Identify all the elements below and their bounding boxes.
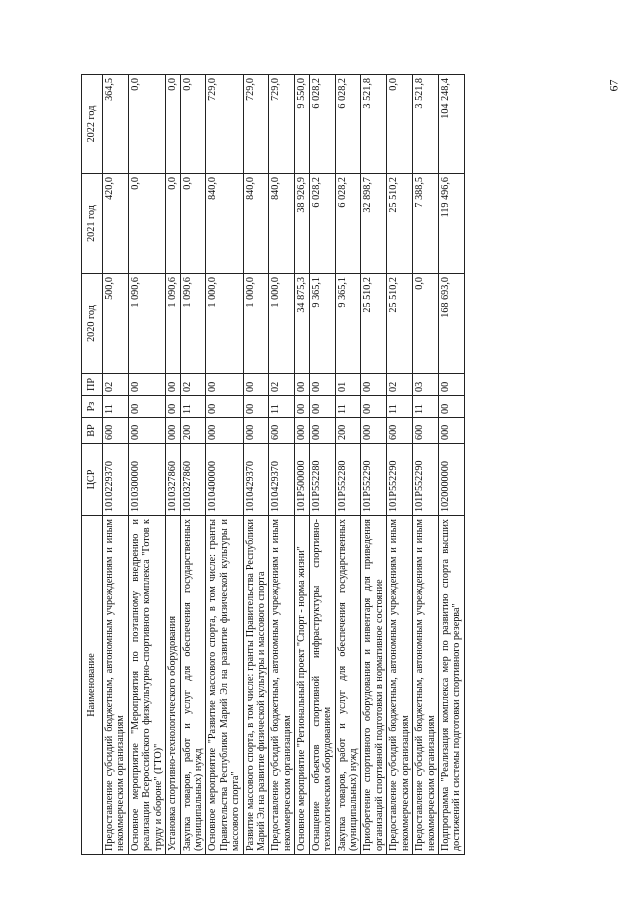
cell-csr: 101P500000 [295,444,309,516]
cell-y2022: 0,0 [166,75,180,174]
cell-rz: 00 [361,396,387,418]
cell-y2021: 7 388,5 [413,174,439,274]
cell-csr: 101P552280 [309,444,335,516]
cell-pr: 02 [180,374,206,396]
cell-y2020: 9 365,1 [335,274,361,374]
cell-y2020: 168 693,0 [438,274,464,374]
cell-name: Основное мероприятие "Развитие массового спорта, в том числе: гранты Правительства Республики Марий Эл на развитие физической культуры и массового спорта" [206,516,243,855]
cell-y2022: 729,0 [243,75,269,174]
cell-y2022: 0,0 [180,75,206,174]
cell-pr: 00 [243,374,269,396]
header-2022: 2022 год [82,75,103,174]
cell-vr: 000 [243,418,269,444]
cell-name: Основное мероприятие "Региональный проект "Спорт - норма жизни" [295,516,309,855]
table-row [438,75,464,855]
cell-csr: 101P552280 [335,444,361,516]
cell-y2022: 364,5 [103,75,129,174]
cell-y2021: 32 898,7 [361,174,387,274]
table-row [295,75,309,855]
page-number: 67 [606,79,621,92]
cell-y2022: 0,0 [128,75,165,174]
cell-vr: 000 [438,418,464,444]
cell-y2021: 6 028,2 [309,174,335,274]
table-row [103,75,129,855]
cell-name: Предоставление субсидий бюджетным, автономным учреждениям и иным некоммерческим организациям [103,516,129,855]
cell-rz: 11 [335,396,361,418]
table-row [180,75,206,855]
cell-vr: 000 [128,418,165,444]
cell-csr: 1010400000 [206,444,243,516]
cell-pr: 00 [361,374,387,396]
cell-rz: 00 [206,396,243,418]
cell-y2020: 0,0 [413,274,439,374]
cell-name: Предоставление субсидий бюджетным, автономным учреждениям и иным некоммерческим организациям [413,516,439,855]
cell-csr: 101P552290 [413,444,439,516]
cell-pr: 00 [309,374,335,396]
table-row [206,75,243,855]
header-name: Наименование [82,516,103,855]
cell-csr: 1010429370 [269,444,295,516]
cell-csr: 1010327860 [166,444,180,516]
cell-y2022: 729,0 [206,75,243,174]
cell-vr: 000 [361,418,387,444]
cell-y2020: 500,0 [103,274,129,374]
cell-y2021: 0,0 [166,174,180,274]
cell-y2021: 840,0 [206,174,243,274]
cell-y2022: 0,0 [387,75,413,174]
cell-y2021: 25 510,2 [387,174,413,274]
table-body [103,75,465,855]
cell-y2020: 1 090,6 [166,274,180,374]
budget-table-rotated [81,75,621,855]
cell-rz: 00 [243,396,269,418]
cell-csr: 1010327860 [180,444,206,516]
table-row [335,75,361,855]
cell-y2020: 1 090,6 [180,274,206,374]
cell-y2022: 9 550,0 [295,75,309,174]
cell-y2021: 420,0 [103,174,129,274]
cell-csr: 1010300000 [128,444,165,516]
cell-name: Основное мероприятие "Мероприятия по поэтапному внедрению и реализации Всероссийского физкультурно-спортивного комплекса "Готов к труду и обороне" (ГТО)" [128,516,165,855]
cell-y2022: 729,0 [269,75,295,174]
cell-y2021: 6 028,2 [335,174,361,274]
cell-y2021: 840,0 [243,174,269,274]
header-2020: 2020 год [82,274,103,374]
cell-pr: 00 [438,374,464,396]
cell-vr: 000 [309,418,335,444]
cell-vr: 200 [180,418,206,444]
cell-y2020: 1 090,6 [128,274,165,374]
cell-name: Предоставление субсидий бюджетным, автономным учреждениям и иным некоммерческим организациям [387,516,413,855]
table-row [413,75,439,855]
cell-rz: 11 [180,396,206,418]
cell-y2022: 104 248,4 [438,75,464,174]
cell-y2022: 3 521,8 [413,75,439,174]
table-row [128,75,165,855]
cell-vr: 600 [269,418,295,444]
cell-rz: 11 [269,396,295,418]
cell-y2020: 1 000,0 [206,274,243,374]
cell-vr: 000 [206,418,243,444]
table-row [269,75,295,855]
cell-y2022: 6 028,2 [335,75,361,174]
cell-rz: 00 [309,396,335,418]
cell-pr: 02 [103,374,129,396]
cell-name: Оснащение объектов спортивной инфраструктуры спортивно-технологическим оборудованием [309,516,335,855]
cell-name: Установка спортивно-технологического оборудования [166,516,180,855]
header-2021: 2021 год [82,174,103,274]
cell-y2021: 840,0 [269,174,295,274]
budget-table [81,74,465,855]
cell-rz: 00 [128,396,165,418]
cell-vr: 600 [103,418,129,444]
cell-pr: 00 [128,374,165,396]
cell-name: Развитие массового спорта, в том числе: гранты Правительства Республики Марий Эл на развитие физической культуры и массового спорта [243,516,269,855]
cell-y2022: 6 028,2 [309,75,335,174]
cell-y2021: 38 926,9 [295,174,309,274]
cell-vr: 200 [335,418,361,444]
cell-vr: 000 [166,418,180,444]
header-vr: ВР [82,418,103,444]
cell-name: Подпрограмма "Реализация комплекса мер по развитию спорта высших достижений и системы подготовки спортивного резерва" [438,516,464,855]
cell-y2021: 0,0 [128,174,165,274]
cell-y2020: 1 000,0 [269,274,295,374]
cell-rz: 11 [103,396,129,418]
cell-csr: 1010429370 [243,444,269,516]
cell-y2022: 3 521,8 [361,75,387,174]
cell-rz: 00 [166,396,180,418]
cell-pr: 02 [387,374,413,396]
cell-pr: 00 [295,374,309,396]
cell-vr: 600 [413,418,439,444]
cell-pr: 02 [269,374,295,396]
cell-pr: 03 [413,374,439,396]
cell-y2021: 0,0 [180,174,206,274]
cell-y2020: 25 510,2 [387,274,413,374]
cell-pr: 01 [335,374,361,396]
cell-vr: 000 [295,418,309,444]
cell-rz: 11 [387,396,413,418]
cell-y2020: 25 510,2 [361,274,387,374]
cell-y2020: 1 000,0 [243,274,269,374]
cell-rz: 11 [413,396,439,418]
cell-csr: 1010229370 [103,444,129,516]
cell-pr: 00 [206,374,243,396]
header-row [82,75,103,855]
cell-vr: 600 [387,418,413,444]
cell-name: Приобретение спортивного оборудования и инвентаря для приведения организаций спортивной подготовки в нормативное состояние [361,516,387,855]
table-row [166,75,180,855]
cell-pr: 00 [166,374,180,396]
cell-name: Закупка товаров, работ и услуг для обеспечения государственных (муниципальных) нужд [180,516,206,855]
header-csr: ЦСР [82,444,103,516]
header-pr: ПР [82,374,103,396]
cell-y2021: 119 496,6 [438,174,464,274]
table-row [243,75,269,855]
cell-y2020: 34 875,3 [295,274,309,374]
header-rz: Рз [82,396,103,418]
cell-name: Предоставление субсидий бюджетным, автономным учреждениям и иным некоммерческим организациям [269,516,295,855]
cell-rz: 00 [438,396,464,418]
table-row [361,75,387,855]
table-row [309,75,335,855]
table-row [387,75,413,855]
cell-csr: 101P552290 [361,444,387,516]
cell-y2020: 9 365,1 [309,274,335,374]
cell-csr: 1020000000 [438,444,464,516]
cell-name: Закупка товаров, работ и услуг для обеспечения государственных (муниципальных) нужд [335,516,361,855]
cell-rz: 00 [295,396,309,418]
cell-csr: 101P552290 [387,444,413,516]
